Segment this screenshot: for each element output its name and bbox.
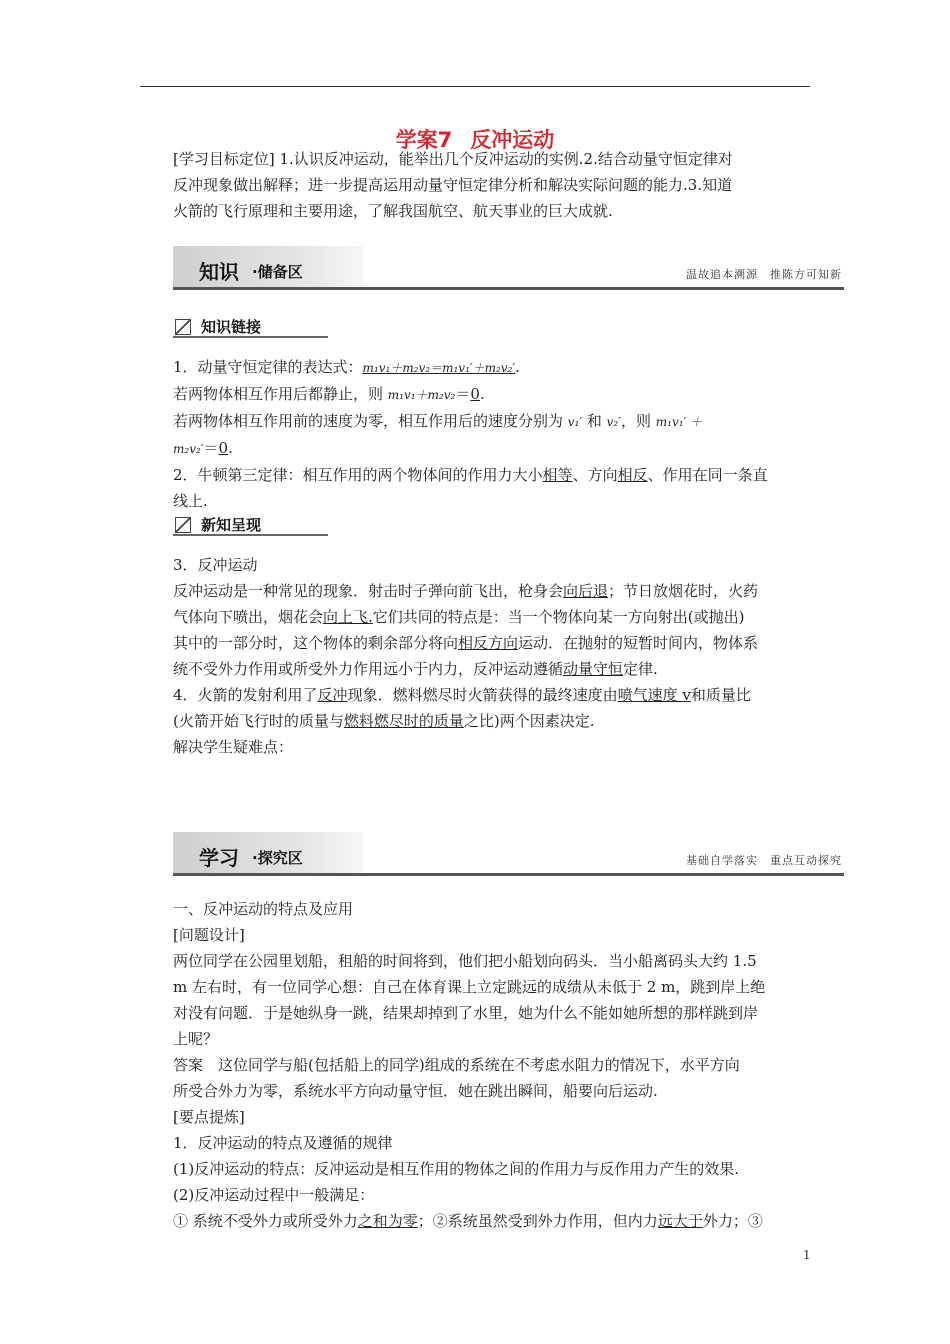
blank-answer: 相等 (542, 466, 573, 484)
subhead-rule (173, 336, 328, 338)
subhead-label: 新知呈现 (201, 516, 262, 534)
blank-answer: m₁v₁＋m₂v₂＝m₁v₁′＋m₂v₂′ (362, 361, 516, 375)
knowledge-line: 1．动量守恒定律的表达式：m₁v₁＋m₂v₂＝m₁v₁′＋m₂v₂′. (173, 358, 520, 376)
text-line: 统不受外力作用或所受外力作用远小于内力，反冲运动遵循动量守恒定律. (173, 660, 658, 678)
goals-line: 反冲现象做出解释；进一步提高运用动量守恒定律分析和解决实际问题的能力.3.知道 (173, 176, 733, 194)
text-line: 答案 这位同学与船(包括船上的同学)组成的系统在不考虑水阻力的情况下，水平方向 (173, 1056, 740, 1074)
section-title: 知识 (199, 260, 239, 284)
text-line: 所受合外力为零，系统水平方向动量守恒．她在跳出瞬间，船要向后运动. (173, 1082, 658, 1100)
knowledge-line: 线上. (173, 492, 208, 510)
text-line: [要点提炼] (173, 1108, 245, 1126)
title-text: 反冲运动 (470, 128, 555, 152)
blank-answer: 燃料燃尽时的质量 (343, 712, 464, 730)
blank-answer: 相反 (617, 466, 648, 484)
section-subtitle: ·探究区 (252, 849, 303, 867)
pencil-icon (175, 517, 191, 533)
knowledge-line: 若两物体相互作用前的速度为零，相互作用后的速度分别为 v₁′ 和 v₂′，则 m₁v₁′ ＋ (173, 412, 703, 430)
text-line: 3．反冲运动 (173, 556, 258, 574)
goals-line: 火箭的飞行原理和主要用途，了解我国航空、航天事业的巨大成就. (173, 202, 613, 220)
blank-answer: 向上飞. (323, 608, 373, 626)
section-subtitle: ·储备区 (252, 263, 303, 281)
blank-answer: 喷气速度 v (617, 686, 691, 704)
knowledge-line: m₂v₂′＝0. (173, 439, 233, 457)
section-title: 学习 (199, 846, 239, 870)
text-line: 其中的一部分时，这个物体的剩余部分将向相反方向运动．在抛射的短暂时间内，物体系 (173, 634, 759, 652)
blank-answer: 向后退 (563, 582, 609, 600)
goals-line: [学习目标定位] 1.认识反冲运动，能举出几个反冲运动的实例.2.结合动量守恒定律对 (173, 150, 733, 168)
text-line: 解决学生疑难点： (173, 738, 294, 756)
blank-answer: 相反方向 (458, 634, 519, 652)
subhead-new-knowledge (173, 514, 328, 536)
section-rule (173, 873, 844, 876)
study-body (173, 896, 813, 1234)
text-line: [问题设计] (173, 926, 245, 944)
blank-answer: 0 (218, 439, 229, 457)
header-rule (140, 86, 810, 87)
text-line: 两位同学在公园里划船，租船的时间将到，他们把小船划向码头．当小船离码头大约 1.5 (173, 952, 757, 970)
subhead-knowledge-link (173, 316, 328, 338)
text-line: 1．反冲运动的特点及遵循的规律 (173, 1134, 393, 1152)
knowledge-line: 2．牛顿第三定律：相互作用的两个物体间的作用力大小相等、方向相反、作用在同一条直 (173, 466, 768, 484)
section-knowledge-header (173, 246, 844, 290)
text-line: 对没有问题．于是她纵身一跳，结果却掉到了水里，她为什么不能如她所想的那样跳到岸 (173, 1004, 759, 1022)
text-line: 上呢？ (173, 1030, 219, 1048)
text-line: ① 系统不受外力或所受外力之和为零；②系统虽然受到外力作用，但内力远大于外力；③ (173, 1212, 763, 1230)
text-line: 反冲运动是一种常见的现象．射击时子弹向前飞出，枪身会向后退；节日放烟花时，火药 (173, 582, 759, 600)
blank-answer: 远大于 (657, 1212, 703, 1230)
knowledge-line: 若两物体相互作用后都静止，则 m₁v₁＋m₂v₂＝0. (173, 385, 485, 403)
page-number: 1 (803, 1248, 811, 1262)
subhead-rule (173, 534, 328, 536)
learning-goals (173, 146, 813, 224)
text-line: (1)反冲运动的特点：反冲运动是相互作用的物体之间的作用力与反作用力产生的效果. (173, 1160, 740, 1178)
subhead-label: 知识链接 (201, 318, 262, 336)
blank-answer: 反冲 (317, 686, 348, 704)
title-number: 学案7 (395, 128, 453, 152)
text-line: (火箭开始飞行时的质量与燃料燃尽时的质量之比)两个因素决定. (173, 712, 595, 730)
section-rule (173, 287, 844, 290)
blank-answer: 动量守恒 (563, 660, 624, 678)
blank-answer: 之和为零 (357, 1212, 418, 1230)
text-line: (2)反冲运动过程中一般满足： (173, 1186, 375, 1204)
blank-answer: 0 (470, 385, 480, 403)
section-slogan: 温故追本溯源 推陈方可知新 (686, 268, 842, 281)
section-slogan: 基础自学落实 重点互动探究 (686, 854, 842, 867)
text-line: m 左右时，有一位同学心想：自己在体育课上立定跳远的成绩从未低于 2 m，跳到岸上绝 (173, 978, 766, 996)
new-knowledge-body (173, 552, 813, 760)
pencil-icon (175, 319, 191, 335)
text-line: 一、反冲运动的特点及应用 (173, 900, 354, 918)
text-line: 4．火箭的发射利用了反冲现象．燃料燃尽时火箭获得的最终速度由喷气速度 v和质量比 (173, 686, 751, 704)
text-line: 气体向下喷出，烟花会向上飞.它们共同的特点是：当一个物体向某一方向射出(或抛出) (173, 608, 745, 626)
section-study-header (173, 832, 844, 876)
knowledge-link-body (173, 354, 813, 514)
